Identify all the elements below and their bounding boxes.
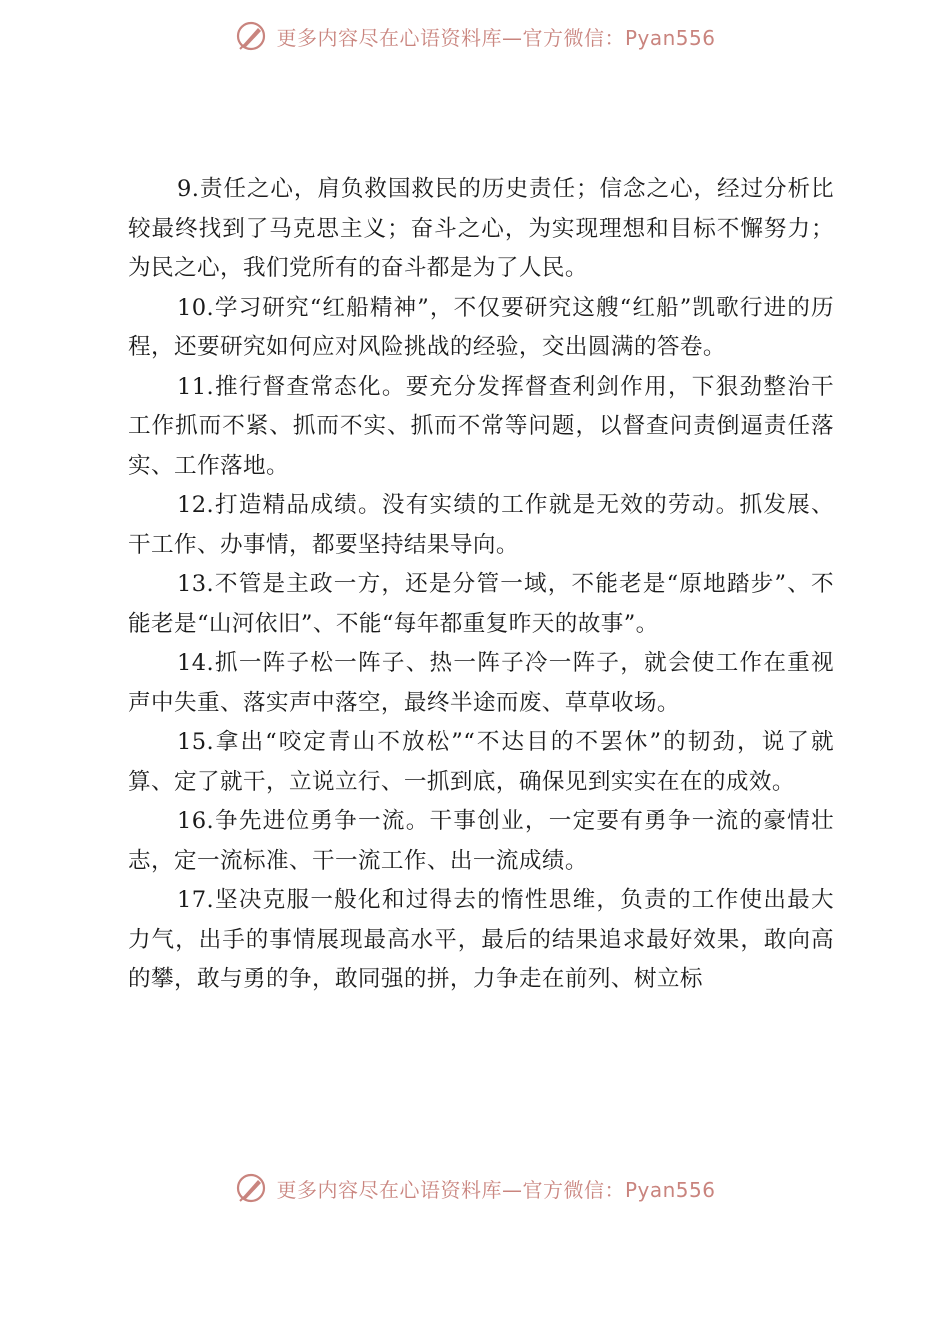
- footer-banner: [0, 1168, 950, 1208]
- paragraph-11: 11.推行督查常态化。要充分发挥督查利剑作用，下狠劲整治干工作抓而不紧、抓而不实、抓而不常等问题，以督查问责倒逼责任落实、工作落地。: [128, 373, 834, 479]
- paragraph-17: 17.坚决克服一般化和过得去的惰性思维，负责的工作使出最大力气，出手的事情展现最高水平，最后的结果追求最好效果，敢向高的攀，敢与勇的争，敢同强的拼，力争走在前列、树立标: [128, 887, 834, 992]
- paragraph-16: 16.争先进位勇争一流。干事创业，一定要有勇争一流的豪情壮志，定一流标准、干一流工作、出一流成绩。: [128, 808, 834, 874]
- quill-seal-icon: [234, 1171, 268, 1205]
- document-body: [128, 170, 834, 1000]
- header-banner-text: 更多内容尽在心语资料库—官方微信：Pyan556: [276, 25, 716, 50]
- paragraph-9: 9.责任之心，肩负救国救民的历史责任；信念之心，经过分析比较最终找到了马克思主义；奋斗之心，为实现理想和目标不懈努力；为民之心，我们党所有的奋斗都是为了人民。: [128, 176, 834, 281]
- paragraph-13: 13.不管是主政一方，还是分管一域，不能老是“原地踏步”、不能老是“山河依旧”、不能“每年都重复昨天的故事”。: [128, 571, 834, 637]
- paragraph-14: 14.抓一阵子松一阵子、热一阵子冷一阵子，就会使工作在重视声中失重、落实声中落空，最终半途而废、草草收场。: [128, 650, 834, 716]
- paragraph-12: 12.打造精品成绩。没有实绩的工作就是无效的劳动。抓发展、干工作、办事情，都要坚持结果导向。: [128, 492, 834, 558]
- paragraph-15: 15.拿出“咬定青山不放松”“不达目的不罢休”的韧劲，说了就算、定了就干，立说立行、一抓到底，确保见到实实在在的成效。: [128, 729, 834, 795]
- header-banner: [0, 16, 950, 56]
- quill-seal-icon: [234, 19, 268, 53]
- footer-banner-text: 更多内容尽在心语资料库—官方微信：Pyan556: [276, 1177, 716, 1202]
- paragraph-10: 10.学习研究“红船精神”，不仅要研究这艘“红船”凯歌行进的历程，还要研究如何应对风险挑战的经验，交出圆满的答卷。: [128, 294, 834, 360]
